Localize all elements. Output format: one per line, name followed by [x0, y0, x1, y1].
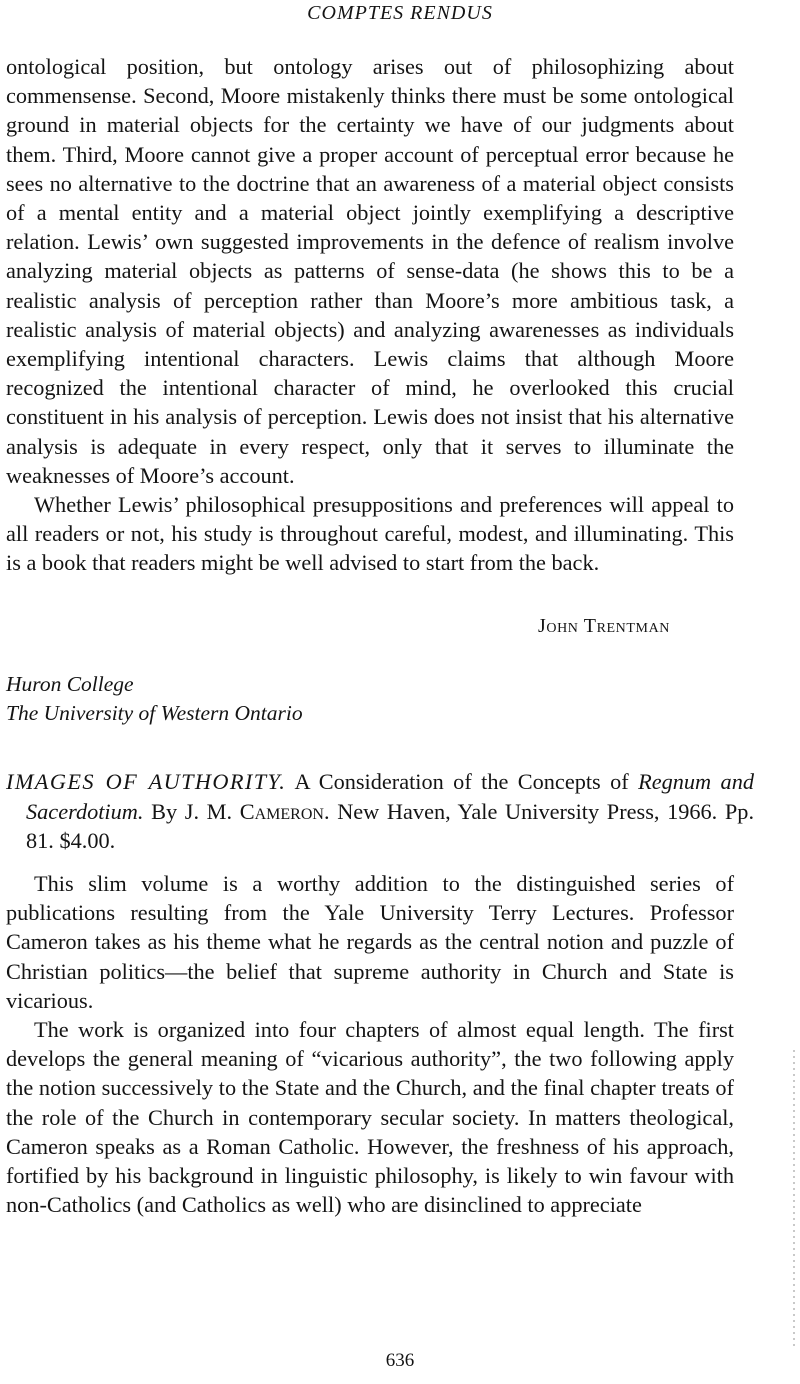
- scan-margin-marks: [793, 1050, 795, 1350]
- by-label: By J. M.: [151, 798, 233, 824]
- affiliation-college: Huron College: [6, 672, 134, 696]
- review2-body: [6, 869, 734, 1219]
- review1-body: [6, 52, 734, 578]
- reviewer-signature: John Trentman: [538, 615, 670, 637]
- review1-paragraph-1: ontological position, but ontology arises out of philosophizing about commensense. Second, Moore mistakenly thinks there must be some ontological ground in material objects for the certainty we have of our judgments about them. Third, Moore cannot give a proper account of perceptual error because he sees no alternative to the doctrine that an awareness of a material object consists of a mental entity and a material object jointly exemplifying a descriptive relation. Lewis’ own suggested improvements in the defence of realism involve analyzing material objects as patterns of sense-data (he shows this to be a realistic analysis of perception rather than Moore’s more ambitious task, a realistic analysis of material objects) and analyzing awarenesses as individuals exemplifying intentional characters. Lewis claims that although Moore recognized the intentional character of mind, he overlooked this crucial constituent in his analysis of perception. Lewis does not insist that his alternative analysis is adequate in every respect, only that it serves to illuminate the weaknesses of Moore’s account.: [6, 54, 734, 488]
- running-head: COMPTES RENDUS: [307, 2, 493, 24]
- affiliation-university: The University of Western Ontario: [6, 701, 303, 725]
- review2-paragraph-2: The work is organized into four chapters of almost equal length. The first develops the general meaning of “vicarious authority”, the two following apply the notion successively to the State and the Church, and the final chapter treats of the role of the Church in contemporary secular society. In matters theological, Cameron speaks as a Roman Catholic. However, the freshness of his approach, fortified by his background in linguistic philosophy, is likely to win favour with non-Catholics (and Catholics as well) who are disinclined to appreciate: [6, 1017, 734, 1218]
- book-title: IMAGES OF AUTHORITY.: [6, 769, 287, 794]
- book-subtitle-prefix: A Consideration of the Concepts of: [294, 769, 629, 794]
- page-number: 636: [385, 1350, 415, 1371]
- book-citation: [6, 767, 754, 856]
- book-author: Cameron.: [239, 798, 330, 824]
- review2-paragraph-1: This slim volume is a worthy addition to the distinguished series of publications resulting from the Yale University Terry Lectures. Professor Cameron takes as his theme what he regards as the central notion and puzzle of Christian politics—the belief that supreme authority in Church and State is vicarious.: [6, 871, 734, 1013]
- review1-paragraph-2: Whether Lewis’ philosophical presuppositions and preferences will appeal to all readers or not, his study is throughout careful, modest, and illuminating. This is a book that readers might be well advised to start from the back.: [6, 492, 734, 576]
- book-subtitle-italic: Regnum and Sacerdotium.: [26, 769, 754, 824]
- publication-details: New Haven, Yale University Press, 1966. Pp. 81. $4.00.: [26, 798, 755, 853]
